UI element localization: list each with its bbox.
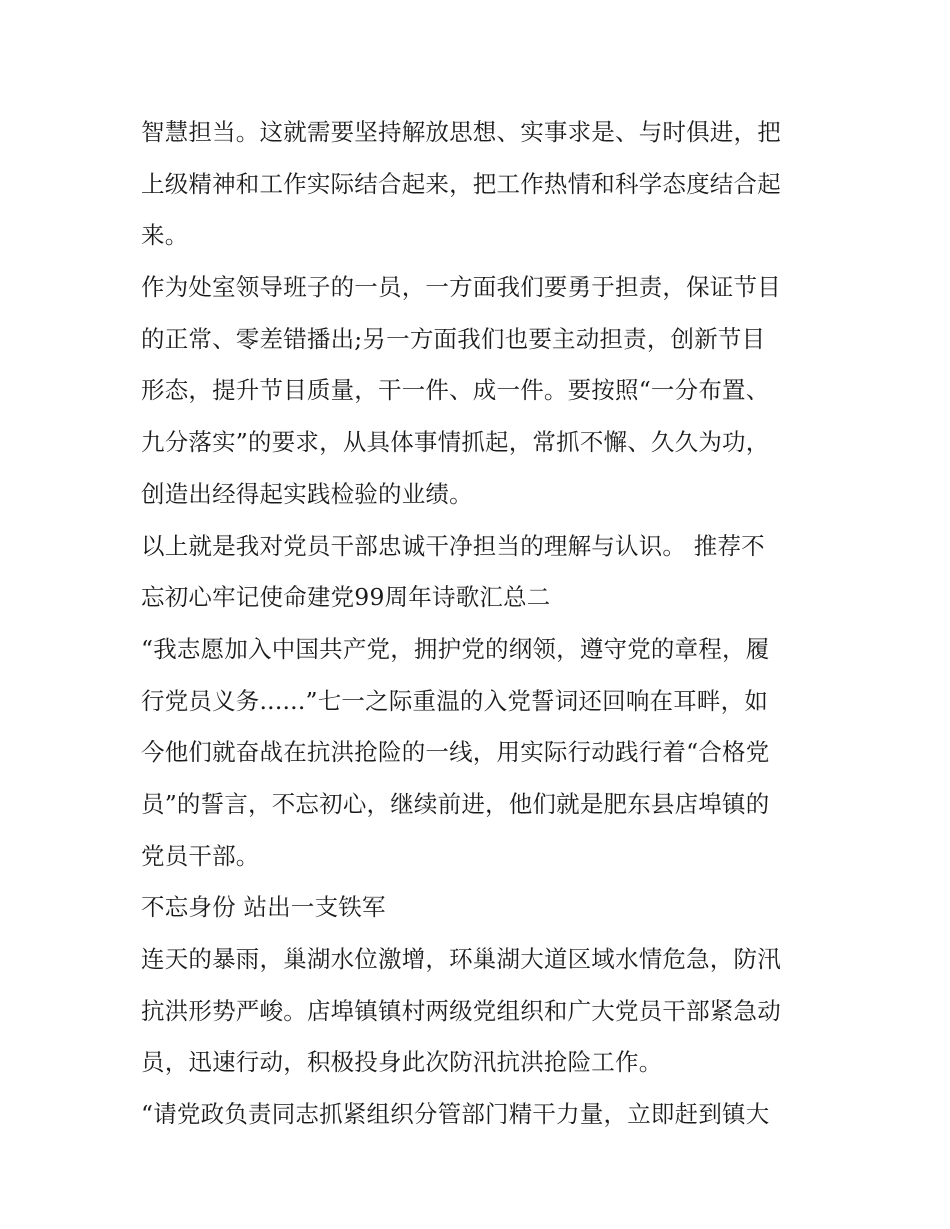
text-line: 作为处室领导班子的一员，一方面我们要勇于担责，保证节目 [141,273,781,302]
text-line: 员，迅速行动，积极投身此次防汛抗洪抢险工作。 [141,1048,663,1077]
text-line: 以上就是我对党员干部忠诚干净担当的理解与认识。 推荐不 [141,531,765,560]
text-line: 智慧担当。这就需要坚持解放思想、实事求是、与时俱进，把 [141,118,781,146]
text-line: 九分落实”的要求，从具体事情抓起，常抓不懈、久久为功， [141,428,770,457]
text-line: 形态，提升节目质量，干一件、成一件。要按照“一分布置、 [141,376,770,405]
document-body [141,107,821,1141]
text-line: 员”的誓言，不忘初心，继续前进，他们就是肥东县店埠镇的 [141,789,770,818]
text-line: “我志愿加入中国共产党，拥护党的纲领，遵守党的章程，履 [141,634,770,663]
text-line: 来。 [141,221,189,250]
text-line: 上级精神和工作实际结合起来，把工作热情和科学态度结合起 [141,169,781,198]
text-line: 党员干部。 [141,841,260,870]
text-line: 抗洪形势严峻。店埠镇镇村两级党组织和广大党员干部紧急动 [141,996,781,1025]
section-heading: 不忘身份 站出一支铁军 [141,893,386,922]
text-line: 连天的暴雨，巢湖水位激增，环巢湖大道区域水情危急，防汛 [141,945,781,973]
text-line: 今他们就奋战在抗洪抢险的一线，用实际行动践行着“合格党 [141,738,770,767]
text-line: “请党政负责同志抓紧组织分管部门精干力量，立即赶到镇大 [141,1100,770,1129]
text-line: 行党员义务......”七一之际重温的入党誓词还回响在耳畔，如 [141,686,769,715]
text-line: 的正常、零差错播出;另一方面我们也要主动担责，创新节目 [141,324,766,353]
text-line: 忘初心牢记使命建党99周年诗歌汇总二 [141,583,551,612]
text-line: 创造出经得起实践检验的业绩。 [141,479,473,508]
